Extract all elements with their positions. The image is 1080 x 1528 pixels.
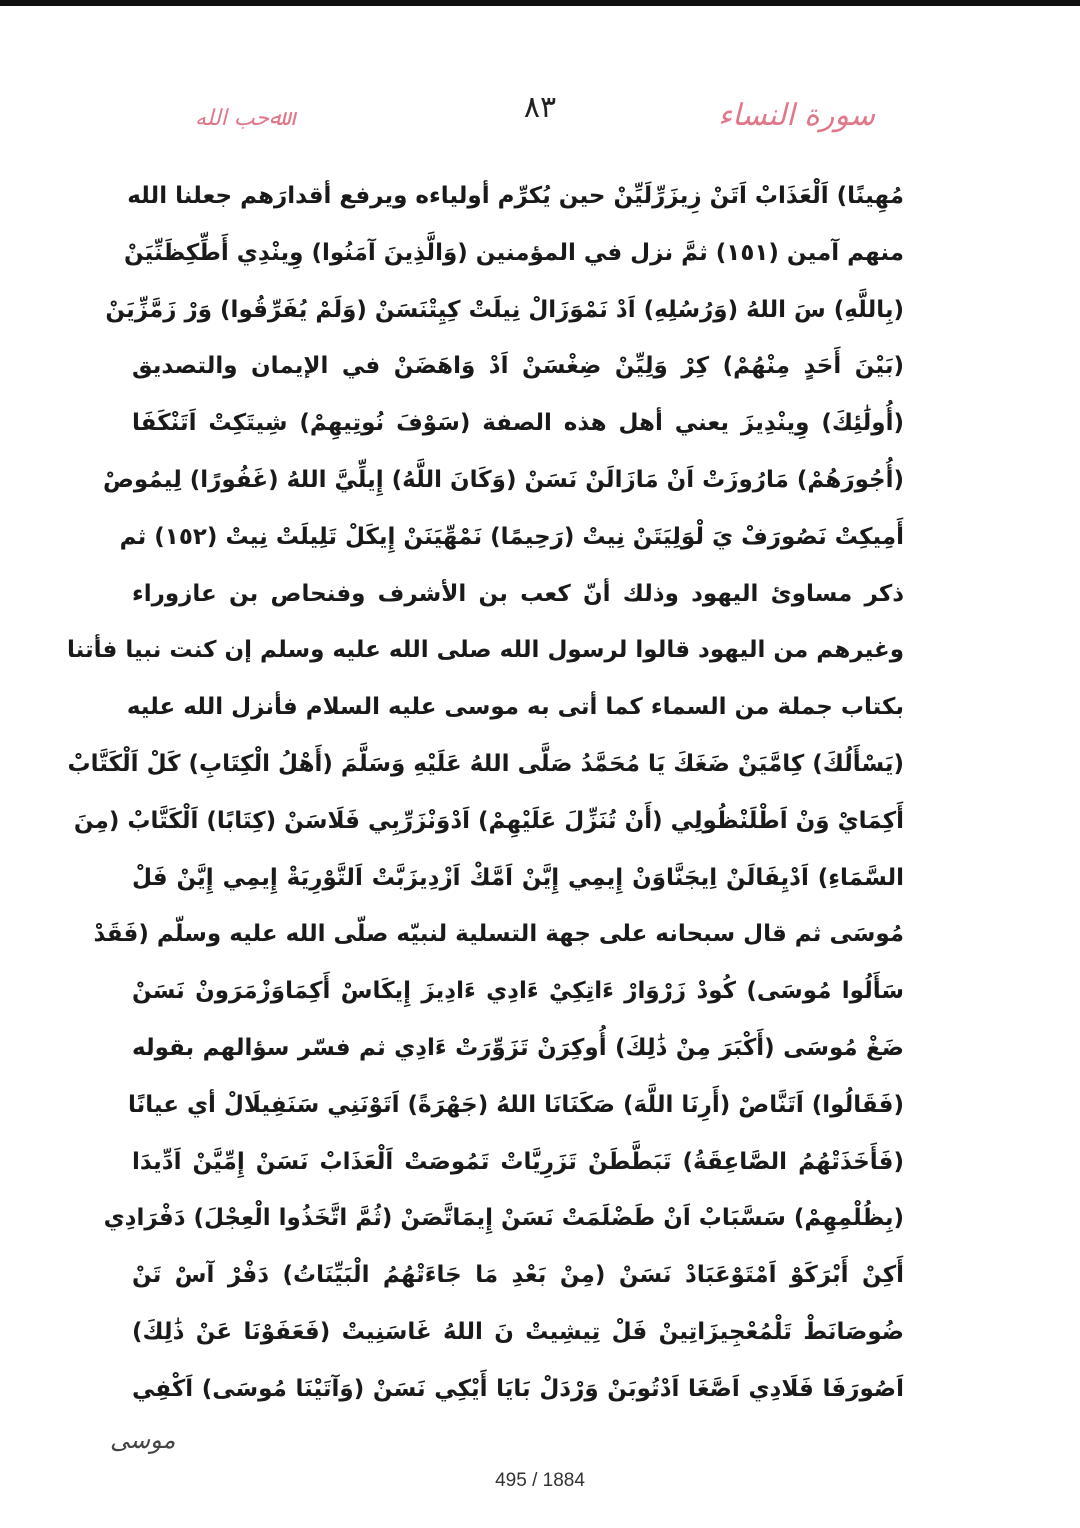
text-line: (يَسْأَلُكَ) كِامَّيَنْ ضَغَكَ يَا مُحَمَّدُ صَلَّى اللهُ عَلَيْهِ وَسَلَّمَ (أَهْلُ الْكِتَابِ) كَلْ اَلْكَتَّابْ	[67, 750, 904, 777]
text-line: بكتاب جملة من السماء كما أتى به موسى عليه السلام فأنزل الله عليه	[126, 694, 904, 721]
page-counter: 495 / 1884	[495, 1470, 585, 1491]
text-line: أَمِيكِتْ نَصُورَفْ يَ لْوَلِيَتَنْ نِيتْ (رَحِيمًا) نَمْهِّيَنَنْ إِيكَلْ تَلِيلَتْ نِيتْ (١٥٢) ثم	[119, 523, 904, 550]
text-line: (أُجُورَهُمْ) مَارُوزَتْ اَنْ مَازَالَنْ نَسَنْ (وَكَانَ اللَّهُ) إِيلِّيَّ اللهُ (غَفُورًا) لِيمُوصْ	[102, 466, 904, 493]
tafsir-text-body	[66, 168, 904, 1418]
text-line: السَّمَاءِ) اَدْيِفَالَنْ اِيجَنَّاوَنْ إِيمِي إِيَّنْ اَمَّكْ اَزْدِيزَبَّتْ اَلتَّوْرِيَةْ إِيمِي إِيَّنْ فَلْ	[132, 864, 904, 891]
text-line: (بِاللَّهِ) سَ اللهُ (وَرُسُلِهِ) اَدْ نَمْوَزَالْ نِيلَتْ كِيِتْنَسَنْ (وَلَمْ يُفَرِّقُوا) وَرْ زَمَّزِّيَنْ	[105, 296, 904, 323]
text-line: (بَيْنَ أَحَدٍ مِنْهُمْ) كِرْ وَلِيِّنْ ضِغْسَنْ اَدْ وَاهَضَنْ في الإيمان والتصديق	[132, 353, 904, 380]
text-line: وغيرهم من اليهود قالوا لرسول الله صلى الله عليه وسلم إن كنت نبيا فأتنا	[66, 637, 904, 664]
document-page	[0, 6, 1080, 1528]
hizb-annotation: ﷲحب الله	[195, 106, 282, 131]
page-number: ٨٣	[523, 90, 557, 125]
text-line: أَكِنْ أَبْرَكَوْ اَمْتَوْعَبَادْ نَسَنْ (مِنْ بَعْدِ مَا جَاءَتْهُمُ الْبَيِّنَاتُ) دَفْرْ آسْ تَنْ	[132, 1262, 904, 1289]
text-line: مُهِينًا) اَلْعَذَابْ اَتَنْ زِيزَرِّلَيِّنْ حين يُكرِّم أولياءه ويرفع أقدارَهم جعلنا الله	[127, 183, 904, 209]
text-line: (بِظُلْمِهِمْ) سَسَّبَابْ اَنْ طَضْلَمَتْ نَسَنْ إِيمَاتَّصَنْ (ثُمَّ اتَّخَذُوا الْعِجْلَ) دَفْرَادِي	[103, 1205, 904, 1232]
text-line: سَأَلُوا مُوسَى) كُودْ زَرْوَارْ ءَاتِكِيْ ءَادِي ءَادِيزَ إِيكَاسْ أَكِمَاوَزْمَرَونْ نَسَنْ	[132, 978, 904, 1005]
text-line: اَصُورَفَا فَلَادِي اَصَّغَا اَدْتُوبَنْ وَرْدَلْ بَايَا أَيْكِي نَسَنْ (وَآتَيْنَا مُوسَى) اَكْفِي	[132, 1375, 904, 1402]
text-line: ضُوصَانَطْ تَلْمُعْجِيزَاتِينْ فَلْ تِيشِيتْ نَ اللهُ غَاسَنِيتْ (فَعَفَوْنَا عَنْ ذَٰلِكَ)	[132, 1318, 904, 1345]
surah-title: سورة النساء	[718, 98, 875, 133]
text-line: منهم آمين (١٥١) ثمَّ نزل في المؤمنين (وَالَّذِينَ آمَنُوا) وِينْدِي أَطِّكِظَنِّيَنْ	[123, 239, 904, 266]
text-line: ضَغْ مُوسَى (أَكْبَرَ مِنْ ذَٰلِكَ) أُوكِرَنْ تَزَوِّرَتْ ءَادِي ثم فسّر سؤالهم بقوله	[132, 1034, 904, 1061]
text-line: مُوسَى ثم قال سبحانه على جهة التسلية لنبيّه صلّى الله عليه وسلّم (فَقَدْ	[93, 921, 904, 948]
text-line: (فَقَالُوا) اَتَنَّاصْ (أَرِنَا اللَّهَ) صَكَنَانَا اللهُ (جَهْرَةً) اَتَوْنَنِي سَنَفِيلَالْ أي عيانًا	[127, 1091, 904, 1118]
text-line: أَكِمَايْ وَنْ اَطْلَنْظُولِي (أَنْ تُنَزِّلَ عَلَيْهِمْ) اَدْوَنْزَرِّبِي فَلَاسَنْ (كِتَابًا) اَلْكَتَّابْ (مِنَ	[73, 807, 904, 834]
text-line: ذكر مساوئ اليهود وذلك أنّ كعب بن الأشرف وفنحاص بن عازوراء	[132, 580, 904, 607]
text-line: (أُولَٰئِكَ) وِينْدِيزَ يعني أهل هذه الصفة (سَوْفَ نُوتِيهِمْ) شِيتَكِتْ اَتَنْكَفَا	[132, 410, 904, 437]
catchword: موسى	[110, 1426, 176, 1454]
text-line: (فَأَخَذَتْهُمُ الصَّاعِقَةُ) تَبَطَّطَنْ تَزَرِيَّاتْ تَمُوصَتْ اَلْعَذَابْ نَسَنْ إِمِّيَّنْ اَدِّيدَا	[132, 1148, 904, 1175]
